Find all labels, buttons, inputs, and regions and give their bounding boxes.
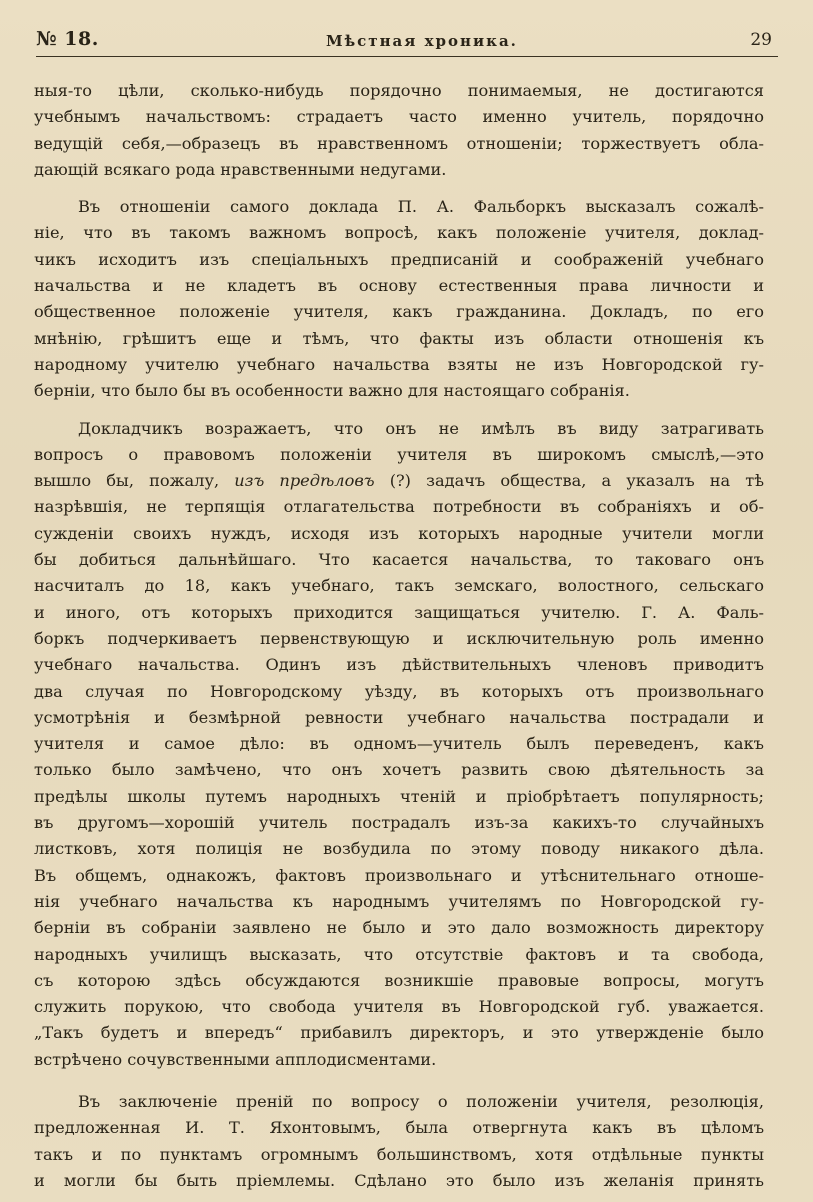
text-line: съ которою здѣсь обсуждаются возникшіе правовые вопросы, могутъ <box>34 970 764 990</box>
paragraph-1 <box>34 78 764 183</box>
text-line: „Такъ будетъ и впередъ“ прибавилъ директоръ, и это утвержденіе было <box>34 1023 764 1043</box>
text-line: такъ и по пунктамъ огромнымъ большинствомъ, хотя отдѣльные пункты <box>34 1144 764 1164</box>
article-body <box>34 78 764 1194</box>
text-line: ніе, что въ такомъ важномъ вопросѣ, какъ положеніе учителя, доклад- <box>34 223 764 243</box>
text-line: усмотрѣнія и безмѣрной ревности учебнаго начальства пострадали и <box>34 707 764 727</box>
text-line: вопросъ о правовомъ положеніи учителя въ широкомъ смыслѣ,—это <box>34 444 764 464</box>
text-line: предложенная И. Т. Яхонтовымъ, была отвергнута какъ въ цѣломъ <box>34 1118 764 1138</box>
paragraph-3 <box>34 416 764 1073</box>
text-line: насчиталъ до 18, какъ учебнаго, такъ земскаго, волостного, сельскаго <box>34 576 764 596</box>
text-line: чикъ исходитъ изъ спеціальныхъ предписаній и соображеній учебнаго <box>34 249 764 269</box>
text-fragment: вышло бы, пожалу, <box>34 471 235 491</box>
text-line: дающій всякаго рода нравственными недугами. <box>34 159 447 179</box>
text-line: предѣлы школы путемъ народныхъ чтеній и пріобрѣтаетъ популярность; <box>34 786 764 806</box>
text-line: только было замѣчено, что онъ хочетъ развить свою дѣятельность за <box>34 760 764 780</box>
text-line: мнѣнію, грѣшитъ еще и тѣмъ, что факты изъ области отношенія къ <box>34 328 764 348</box>
text-line: сужденіи своихъ нуждъ, исходя изъ которыхъ народные учители могли <box>34 523 764 543</box>
text-line: два случая по Новгородскому уѣзду, въ которыхъ отъ произвольнаго <box>34 681 764 701</box>
text-line: ведущій себя,—образецъ въ нравственномъ отношеніи; торжествуетъ обла- <box>34 133 764 153</box>
text-line: встрѣчено сочувственными апплодисментами. <box>34 1049 437 1069</box>
text-line: назрѣвшія, не терпящія отлагательства потребности въ собраніяхъ и об- <box>34 497 764 517</box>
text-line: и иного, отъ которыхъ приходится защищаться учителю. Г. А. Фаль- <box>34 602 764 622</box>
text-line: Въ заключеніе преній по вопросу о положеніи учителя, резолюція, <box>78 1091 764 1111</box>
text-line: учебнымъ начальствомъ: страдаетъ часто именно учитель, порядочно <box>34 107 764 127</box>
text-line: въ другомъ—хорошій учитель пострадалъ изъ-за какихъ-то случайныхъ <box>34 813 764 833</box>
section-title: Мѣстная хроника. <box>326 32 518 50</box>
text-line: берніи, что было бы въ особенности важно для настоящаго собранія. <box>34 381 630 401</box>
text-line: учебнаго начальства. Одинъ изъ дѣйствительныхъ членовъ приводитъ <box>34 655 764 675</box>
text-line: бы добиться дальнѣйшаго. Что касается начальства, то таковаго онъ <box>34 550 764 570</box>
text-line: боркъ подчеркиваетъ первенствующую и исключительную роль именно <box>34 628 764 648</box>
paragraph-4 <box>34 1089 764 1194</box>
issue-number: № 18. <box>36 28 99 50</box>
text-line: ныя-то цѣли, сколько-нибудь порядочно понимаемыя, не достигаются <box>34 81 764 100</box>
text-line: и могли бы быть пріемлемы. Сдѣлано это было изъ желанія принять <box>34 1170 764 1190</box>
text-fragment: (?) задачъ общества, а указалъ на тѣ <box>374 471 764 491</box>
page-header <box>36 26 778 60</box>
text-line-with-italic <box>34 468 764 494</box>
text-line: листковъ, хотя полиція не возбудила по этому поводу никакого дѣла. <box>34 839 764 859</box>
text-line: Въ общемъ, однакожъ, фактовъ произвольнаго и утѣснительнаго отноше- <box>34 865 764 885</box>
text-line: Въ отношеніи самого доклада П. А. Фальборкъ высказалъ сожалѣ- <box>78 197 764 217</box>
text-line: учителя и самое дѣло: въ одномъ—учитель былъ переведенъ, какъ <box>34 734 764 754</box>
header-rule <box>36 56 778 57</box>
text-line: Докладчикъ возражаетъ, что онъ не имѣлъ въ виду затрагивать <box>78 418 764 438</box>
text-line: общественное положеніе учителя, какъ гражданина. Докладъ, по его <box>34 302 764 322</box>
text-line: служить порукою, что свобода учителя въ Новгородской губ. уважается. <box>34 997 764 1017</box>
text-line: берніи въ собраніи заявлено не было и это дало возможность директору <box>34 918 764 938</box>
text-line: народному учителю учебнаго начальства взяты не изъ Новгородской гу- <box>34 354 764 374</box>
text-line: начальства и не кладетъ въ основу естественныя права личности и <box>34 276 764 296</box>
text-line: нія учебнаго начальства къ народнымъ учителямъ по Новгородской гу- <box>34 891 764 911</box>
paragraph-2 <box>34 194 764 404</box>
italic-phrase: изъ предѣловъ <box>234 471 375 491</box>
text-line: народныхъ училищъ высказать, что отсутствіе фактовъ и та свобода, <box>34 944 764 964</box>
page-number: 29 <box>750 30 772 50</box>
